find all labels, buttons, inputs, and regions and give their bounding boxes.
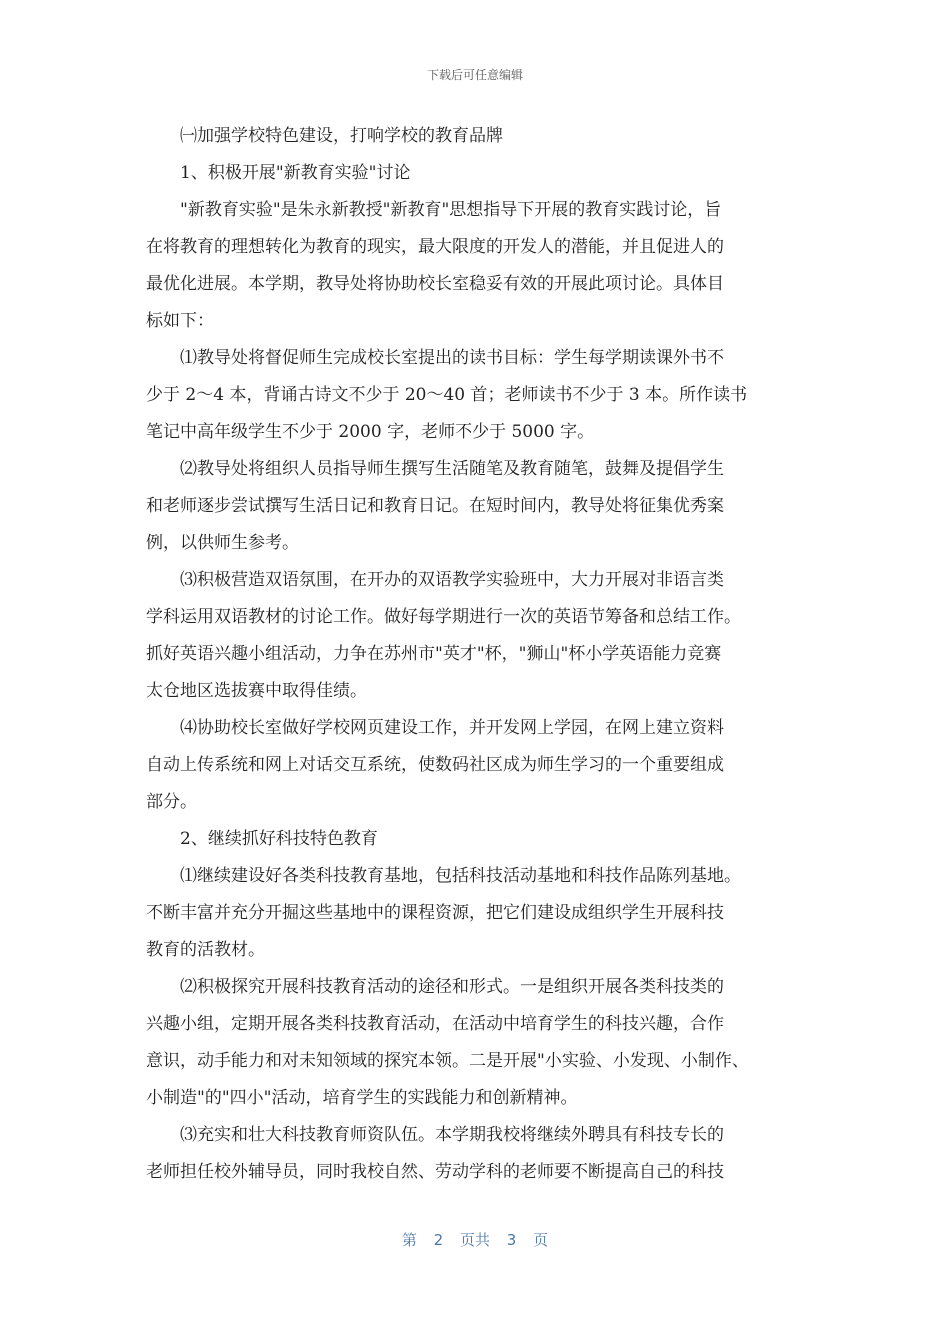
paragraph-line: 标如下： [146, 311, 214, 331]
paragraph-line: 在将教育的理想转化为教育的现实，最大限度的开发人的潜能，并且促进人的 [146, 237, 724, 257]
page-footer [0, 1229, 950, 1250]
page-header: 下载后可任意编辑 [426, 68, 523, 82]
paragraph-line: 自动上传系统和网上对话交互系统，使数码社区成为师生学习的一个重要组成 [146, 755, 724, 775]
paragraph-line: ⑴教导处将督促师生完成校长室提出的读书目标：学生每学期读课外书不 [180, 348, 724, 368]
footer-total-pages: 3 [506, 1231, 517, 1249]
paragraph-line: 少于 2～4 本，背诵古诗文不少于 20～40 首；老师读书不少于 3 本。所作读书 [146, 385, 748, 405]
footer-middle: 页共 [459, 1231, 490, 1249]
paragraph-line: ⑵积极探究开展科技教育活动的途径和形式。一是组织开展各类科技类的 [180, 977, 724, 997]
footer-page-number: 2 [433, 1231, 444, 1249]
list-item-tech-teachers [146, 1117, 814, 1191]
paragraph-line: ⑵教导处将组织人员指导师生撰写生活随笔及教育随笔，鼓舞及提倡学生 [180, 459, 724, 479]
paragraph-line: 兴趣小组，定期开展各类科技教育活动，在活动中培育学生的科技兴趣，合作 [146, 1014, 724, 1034]
paragraph-line: ⑶积极营造双语氛围，在开办的双语教学实验班中，大力开展对非语言类 [180, 570, 724, 590]
paragraph-line: "新教育实验"是朱永新教授"新教育"思想指导下开展的教育实践讨论，旨 [180, 200, 722, 220]
paragraph-line: 部分。 [146, 792, 197, 812]
paragraph-line: 老师担任校外辅导员，同时我校自然、劳动学科的老师要不断提高自己的科技 [146, 1162, 724, 1182]
intro-paragraph [146, 192, 814, 340]
paragraph-line: 意识，动手能力和对未知领域的探究本领。二是开展"小实验、小发现、小制作、 [146, 1051, 749, 1071]
paragraph-line: ⑶充实和壮大科技教育师资队伍。本学期我校将继续外聘具有科技专长的 [180, 1125, 724, 1145]
paragraph-line: 最优化进展。本学期，教导处将协助校长室稳妥有效的开展此项讨论。具体目 [146, 274, 724, 294]
paragraph-line: 抓好英语兴趣小组活动，力争在苏州市"英才"杯，"狮山"杯小学英语能力竞赛 [146, 644, 722, 664]
list-item-writing [146, 451, 814, 562]
list-item-website [146, 710, 814, 821]
paragraph-line: 不断丰富并充分开掘这些基地中的课程资源，把它们建设成组织学生开展科技 [146, 903, 724, 923]
paragraph-line: 教育的活教材。 [146, 940, 265, 960]
subsection-heading-1: 1、积极开展"新教育实验"讨论 [180, 163, 411, 183]
paragraph-line: 学科运用双语教材的讨论工作。做好每学期进行一次的英语节筹备和总结工作。 [146, 607, 741, 627]
paragraph-line: ⑷协助校长室做好学校网页建设工作，并开发网上学园，在网上建立资料 [180, 718, 724, 738]
paragraph-line: 和老师逐步尝试撰写生活日记和教育日记。在短时间内，教导处将征集优秀案 [146, 496, 724, 516]
paragraph-line: ⑴继续建设好各类科技教育基地，包括科技活动基地和科技作品陈列基地。 [180, 866, 741, 886]
paragraph-line: 太仓地区选拔赛中取得佳绩。 [146, 681, 367, 701]
paragraph-line: 小制造"的"四小"活动，培育学生的实践能力和创新精神。 [146, 1088, 578, 1108]
subsection-heading-2: 2、继续抓好科技特色教育 [180, 829, 378, 849]
list-item-tech-activities [146, 969, 814, 1117]
list-item-reading-goals [146, 340, 814, 451]
paragraph-line: 笔记中高年级学生不少于 2000 字，老师不少于 5000 字。 [146, 422, 595, 442]
document-body [146, 118, 814, 1191]
section-heading: ㈠加强学校特色建设，打响学校的教育品牌 [180, 126, 503, 146]
footer-suffix: 页 [533, 1231, 549, 1249]
footer-prefix: 第 [401, 1231, 417, 1249]
paragraph-line: 例，以供师生参考。 [146, 533, 299, 553]
list-item-bilingual [146, 562, 814, 710]
list-item-tech-bases [146, 858, 814, 969]
